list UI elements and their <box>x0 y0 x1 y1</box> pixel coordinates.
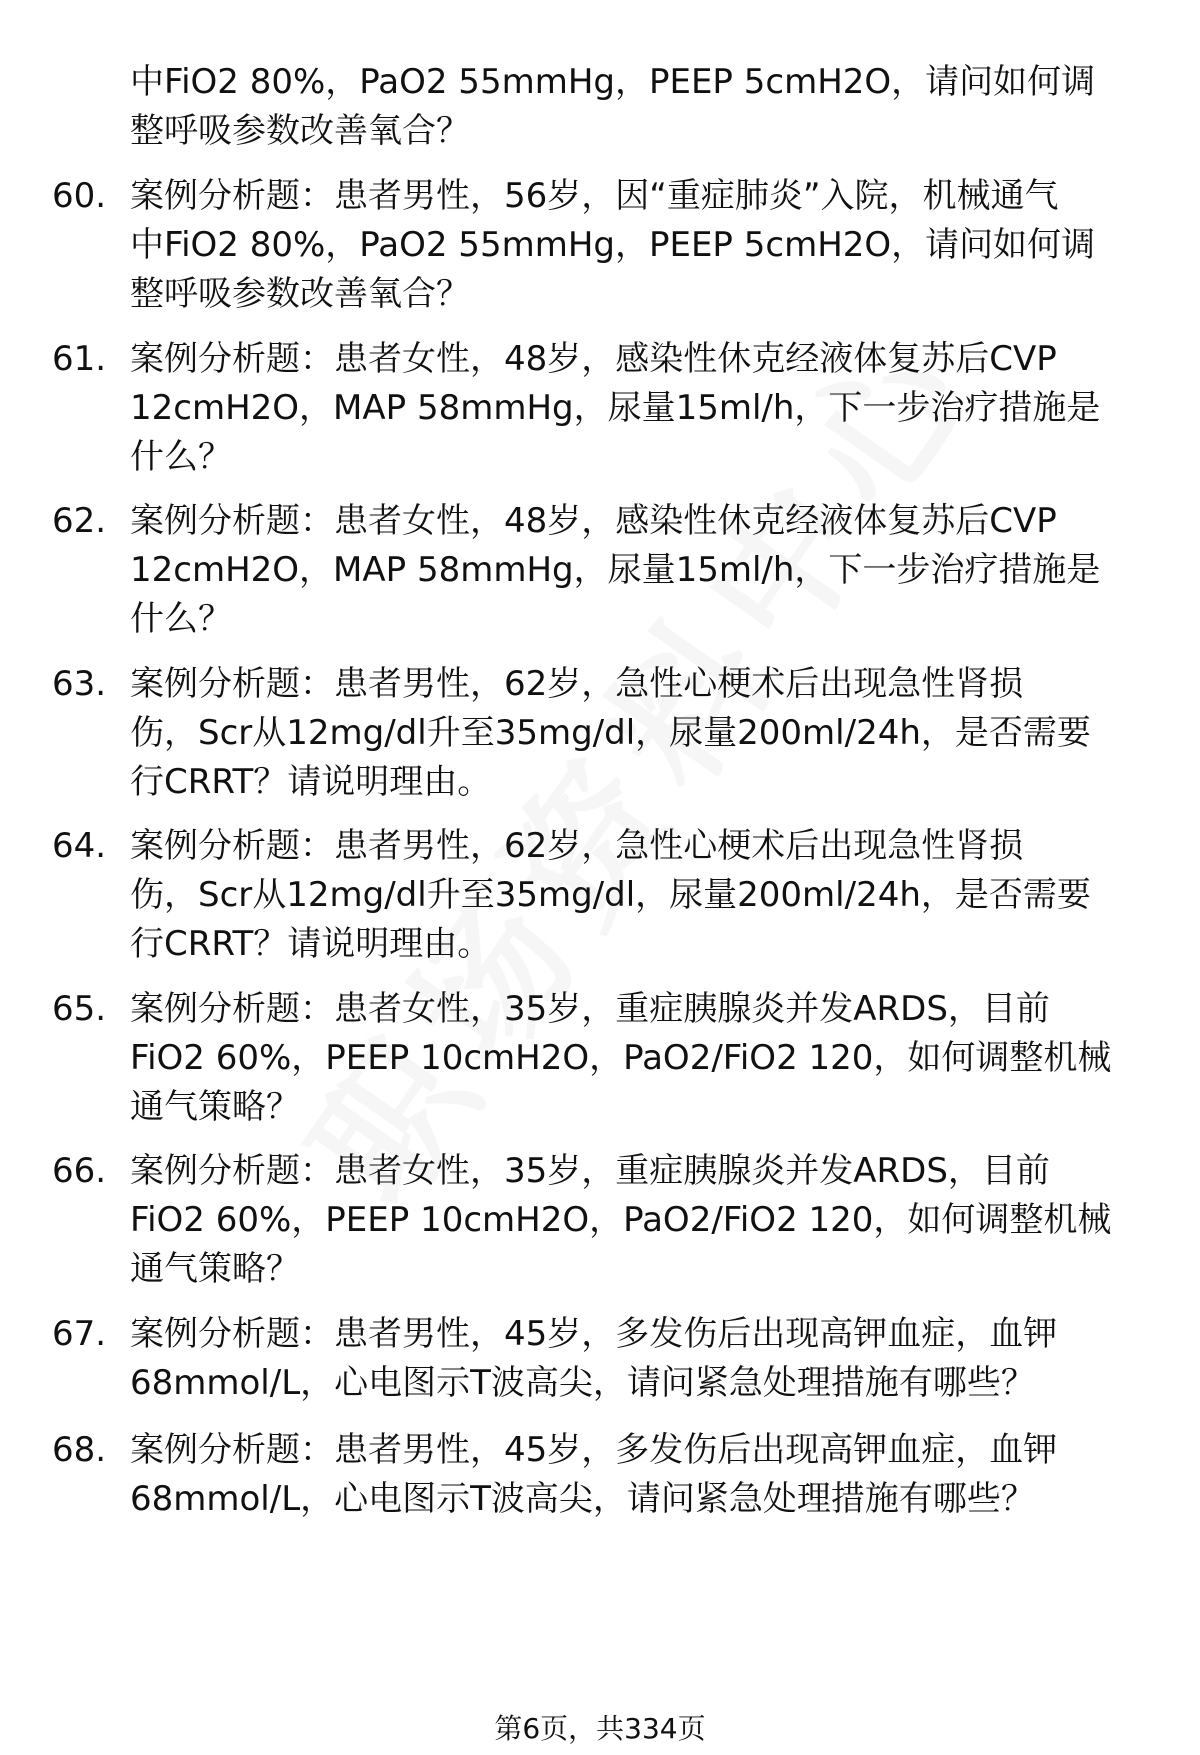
question-line: 案例分析题：患者女性，35岁，重症胰腺炎并发ARDS，目前 <box>130 1151 1050 1191</box>
question-item <box>52 1426 1172 1524</box>
question-number: 67. <box>52 1314 107 1354</box>
question-line: FiO2 60%，PEEP 10cmH2O，PaO2/FiO2 120，如何调整机械 <box>130 1038 1112 1078</box>
question-number: 62. <box>52 501 107 541</box>
question-line: 什么？ <box>130 599 232 639</box>
question-item <box>52 985 1172 1132</box>
question-number: 66. <box>52 1151 107 1191</box>
question-number: 68. <box>52 1430 107 1470</box>
question-line: 案例分析题：患者男性，45岁，多发伤后出现高钾血症，血钾 <box>130 1314 1058 1354</box>
question-line: 68mmol/L，心电图示T波高尖，请问紧急处理措施有哪些？ <box>130 1363 1035 1403</box>
question-line: 案例分析题：患者男性，62岁，急性心梗术后出现急性肾损 <box>130 664 1024 704</box>
question-line: 12cmH2O，MAP 58mmHg，尿量15ml/h，下一步治疗措施是 <box>130 388 1101 428</box>
question-item <box>52 1310 1172 1408</box>
question-number: 64. <box>52 826 107 866</box>
question-item <box>52 335 1172 482</box>
question-line: 通气策略？ <box>130 1087 300 1127</box>
question-line: 68mmol/L，心电图示T波高尖，请问紧急处理措施有哪些？ <box>130 1479 1035 1519</box>
question-line: 案例分析题：患者男性，62岁，急性心梗术后出现急性肾损 <box>130 826 1024 866</box>
question-line: 中FiO2 80%，PaO2 55mmHg，PEEP 5cmH2O，请问如何调 <box>130 225 1096 265</box>
question-item <box>52 1147 1172 1294</box>
question-line: 案例分析题：患者女性，48岁，感染性休克经液体复苏后CVP <box>130 339 1057 379</box>
question-item <box>52 660 1172 807</box>
question-line: 案例分析题：患者女性，35岁，重症胰腺炎并发ARDS，目前 <box>130 989 1050 1029</box>
question-line: 行CRRT？请说明理由。 <box>130 762 492 802</box>
text-line: 中FiO2 80%，PaO2 55mmHg，PEEP 5cmH2O，请问如何调 <box>130 62 1096 102</box>
page-number-footer: 第6页，共334页 <box>494 1712 706 1745</box>
question-line: 伤，Scr从12mg/dl升至35mg/dl，尿量200ml/24h，是否需要 <box>130 875 1091 915</box>
question-line: 伤，Scr从12mg/dl升至35mg/dl，尿量200ml/24h，是否需要 <box>130 713 1091 753</box>
question-number: 63. <box>52 664 107 704</box>
question-line: 整呼吸参数改善氧合？ <box>130 274 470 314</box>
question-line: 通气策略？ <box>130 1249 300 1289</box>
question-line: FiO2 60%，PEEP 10cmH2O，PaO2/FiO2 120，如何调整机械 <box>130 1200 1112 1240</box>
question-number: 60. <box>52 176 107 216</box>
question-line: 什么？ <box>130 437 232 477</box>
question-line: 案例分析题：患者男性，56岁，因“重症肺炎”入院，机械通气 <box>130 176 1059 216</box>
text-line: 整呼吸参数改善氧合？ <box>130 111 470 151</box>
question-number: 61. <box>52 339 107 379</box>
question-line: 行CRRT？请说明理由。 <box>130 924 492 964</box>
question-number: 65. <box>52 989 107 1029</box>
question-item <box>52 497 1172 644</box>
question-item <box>52 172 1172 319</box>
question-line: 案例分析题：患者女性，48岁，感染性休克经液体复苏后CVP <box>130 501 1057 541</box>
continued-question-text <box>130 58 1170 156</box>
question-item <box>52 822 1172 969</box>
question-line: 案例分析题：患者男性，45岁，多发伤后出现高钾血症，血钾 <box>130 1430 1058 1470</box>
question-line: 12cmH2O，MAP 58mmHg，尿量15ml/h，下一步治疗措施是 <box>130 550 1101 590</box>
